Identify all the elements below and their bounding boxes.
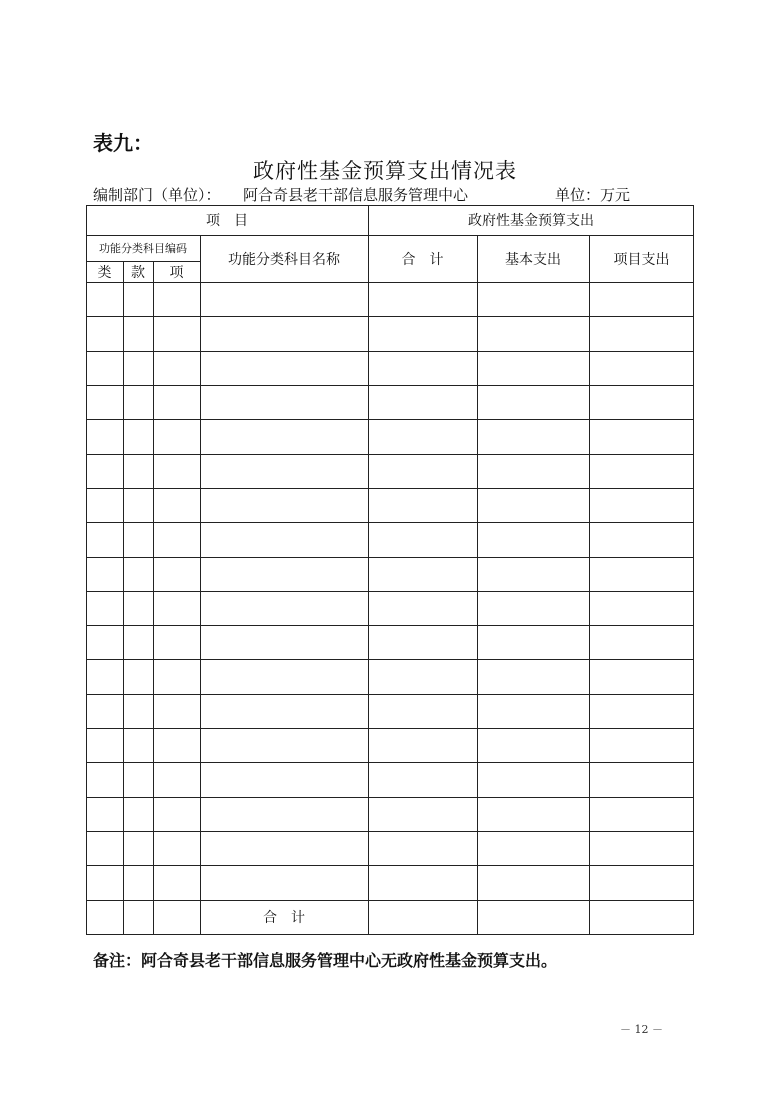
total-row-label: 合 计: [263, 910, 305, 926]
dept-name: 阿合奇县老干部信息服务管理中心: [243, 186, 469, 204]
row-divider: [86, 591, 694, 592]
table-label: 表九：: [93, 131, 153, 155]
row-divider: [86, 728, 694, 729]
row-divider: [86, 419, 694, 420]
row-divider: [86, 316, 694, 317]
row-divider: [86, 625, 694, 626]
header-project-expenditure: 项目支出: [613, 251, 670, 268]
header-project: 项 目: [206, 213, 248, 229]
header-kuan: 款: [131, 264, 145, 281]
dept-label: 编制部门（单位）：: [93, 186, 221, 204]
header-gov-fund-expenditure: 政府性基金预算支出: [468, 213, 594, 229]
header-function-name: 功能分类科目名称: [228, 251, 340, 268]
unit-label: 单位：万元: [555, 186, 631, 204]
page-title: 政府性基金预算支出情况表: [253, 159, 517, 183]
footnote: 备注：阿合奇县老干部信息服务管理中心无政府性基金预算支出。: [93, 951, 558, 970]
row-divider: [86, 557, 694, 558]
header-total: 合 计: [401, 251, 444, 268]
row-divider: [86, 522, 694, 523]
row-divider: [86, 385, 694, 386]
budget-table: [86, 205, 694, 935]
row-divider: [86, 454, 694, 455]
row-divider: [86, 659, 694, 660]
page-number: － 12 －: [620, 1023, 663, 1036]
header-xiang: 项: [169, 264, 184, 281]
row-divider: [86, 900, 694, 901]
header-lei: 类: [97, 264, 112, 281]
row-divider: [86, 351, 694, 352]
row-divider: [86, 488, 694, 489]
row-divider: [86, 694, 694, 695]
row-divider: [86, 762, 694, 763]
row-divider: [86, 865, 694, 866]
row-divider: [86, 797, 694, 798]
header-basic-expenditure: 基本支出: [505, 251, 561, 268]
row-divider: [86, 831, 694, 832]
header-function-code: 功能分类科目编码: [99, 242, 187, 255]
